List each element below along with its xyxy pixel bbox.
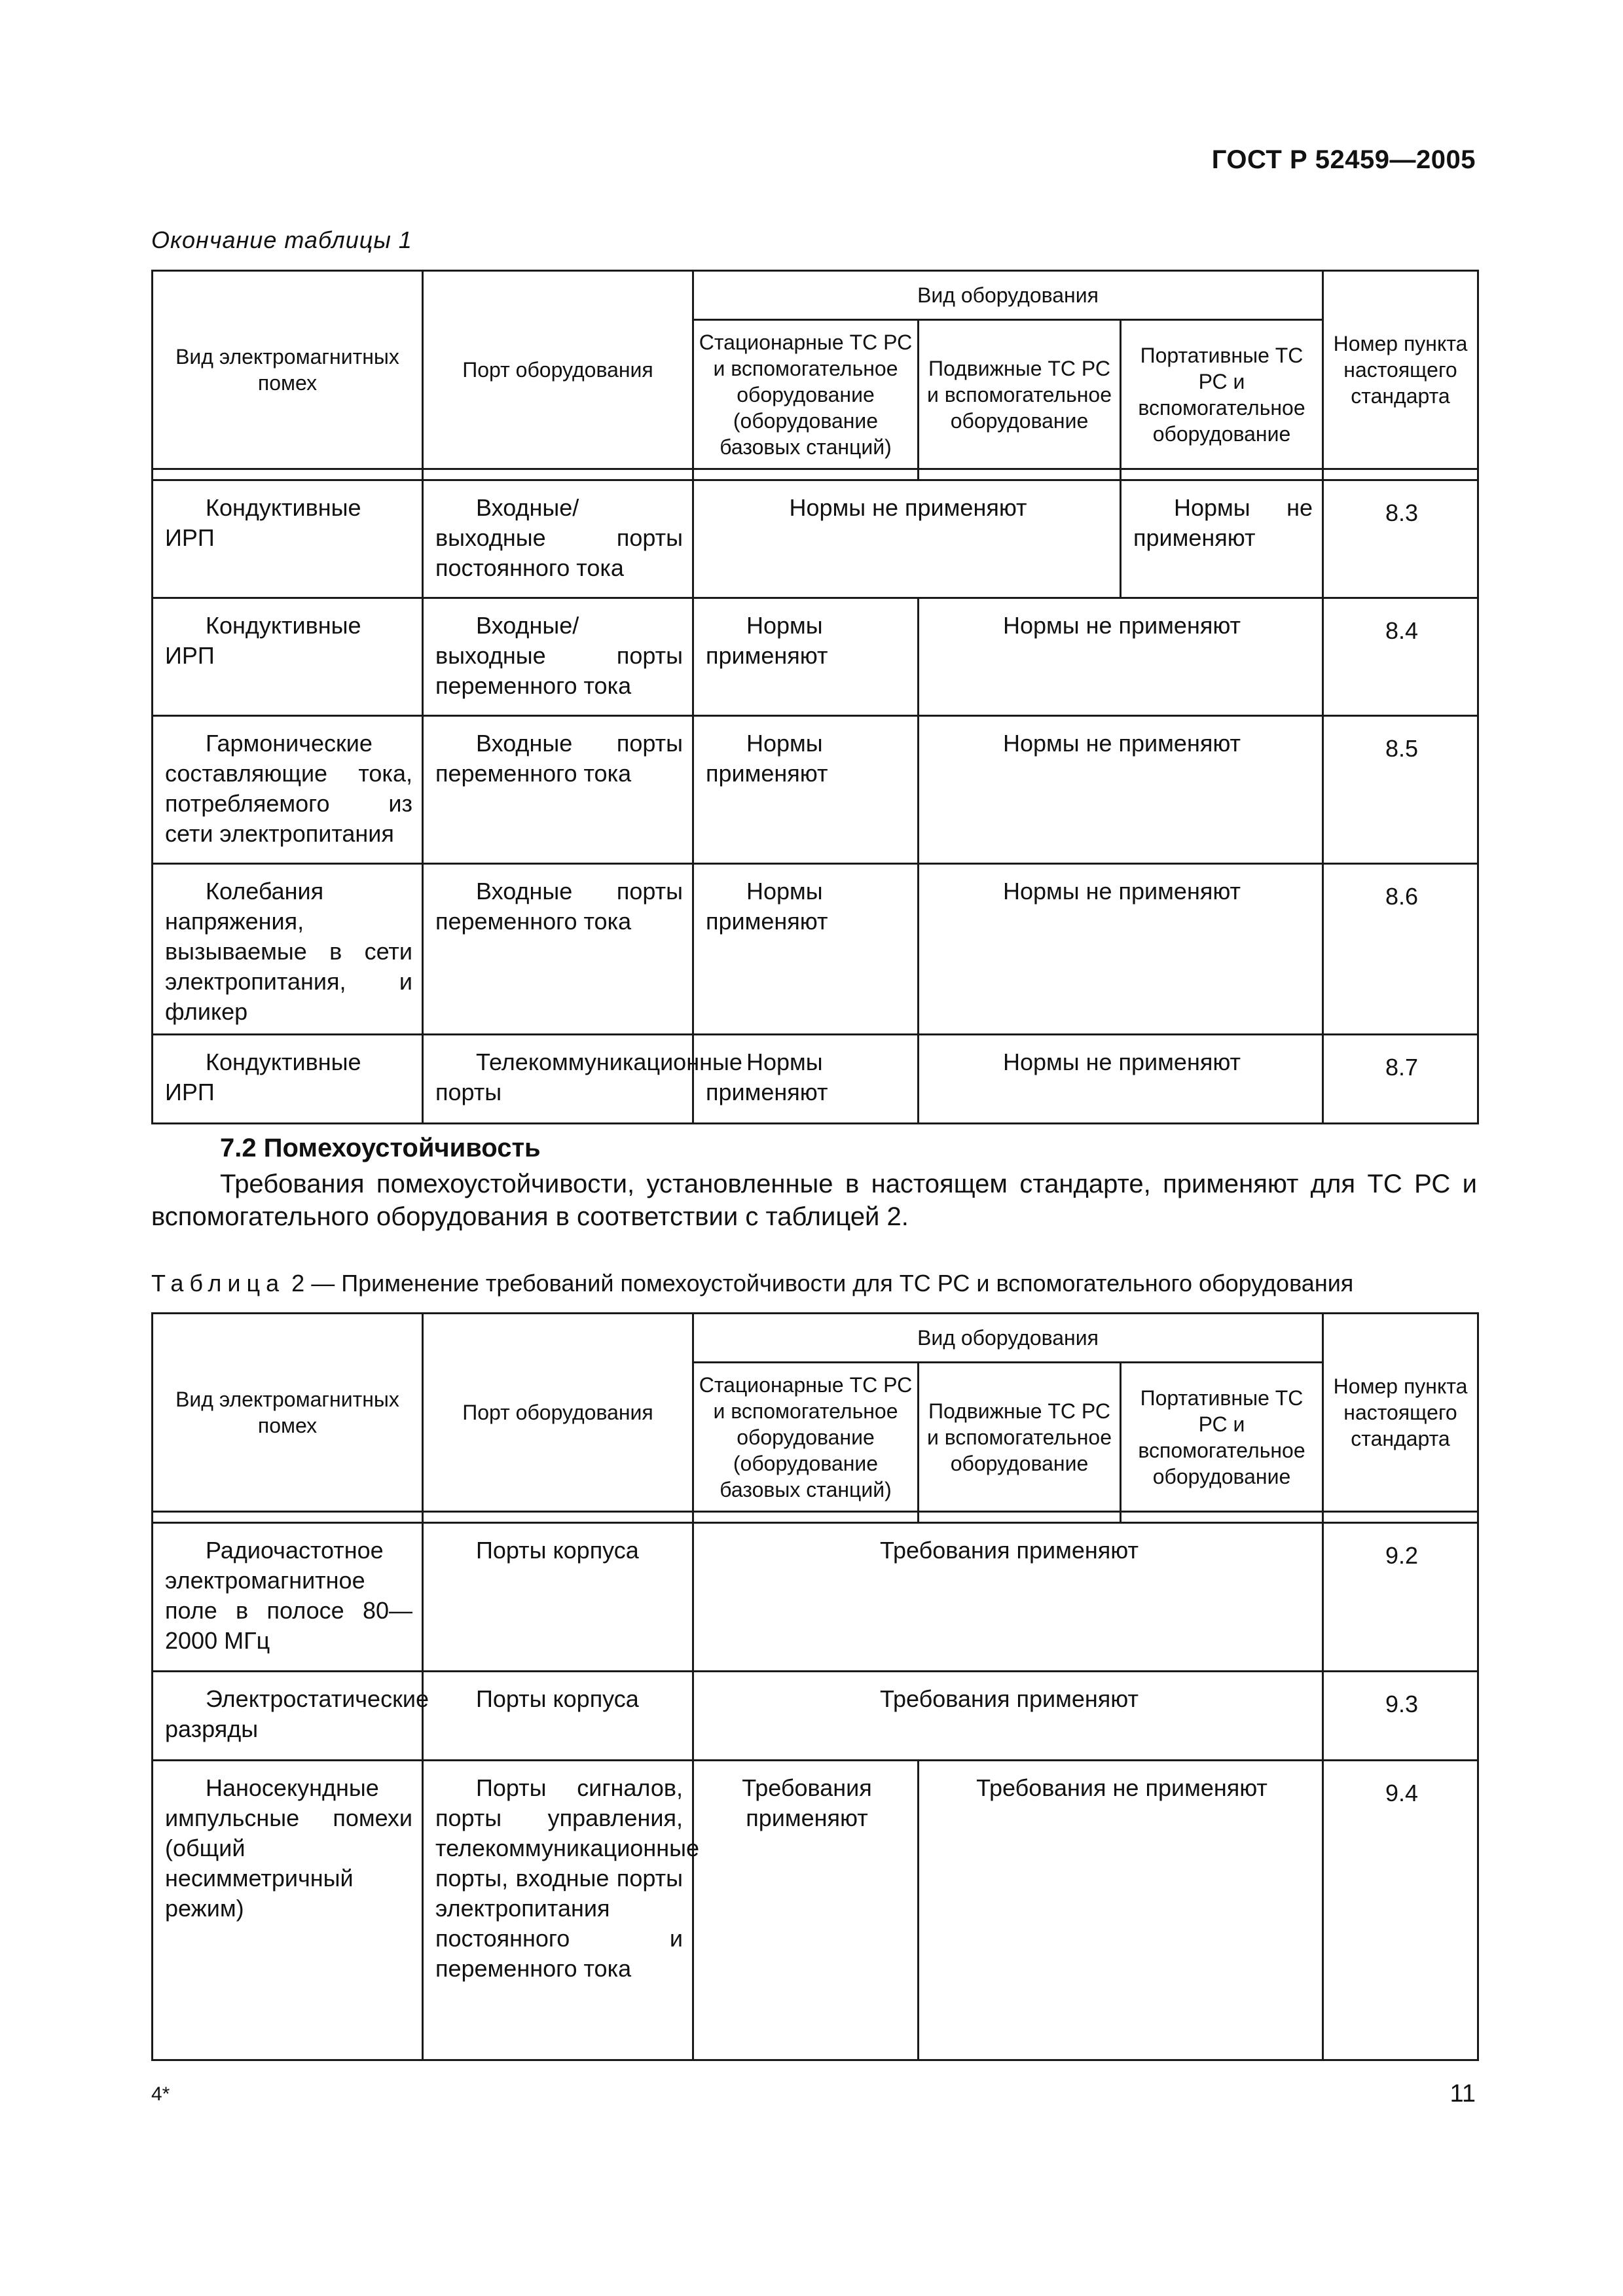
table-row <box>153 598 1478 716</box>
table-2 <box>151 1312 1479 2061</box>
cell-clause: 8.6 <box>1323 864 1478 1035</box>
cell-port: Порты корпуса <box>423 1672 693 1761</box>
cell-stationary: Нормы применяют <box>693 1035 919 1124</box>
header-emi-type: Вид электромагнитных помех <box>153 271 423 469</box>
cell-merged-norms: Нормы не применяют <box>919 598 1323 716</box>
paragraph-line: вспомогательного оборудования в соответствии с таблицей 2. <box>151 1202 909 1231</box>
cell-clause: 8.3 <box>1323 480 1478 598</box>
header-mobile: Подвижные ТС РС и вспомогательное оборудование <box>919 320 1121 469</box>
section-title: 7.2 Помехоустойчивость <box>220 1134 541 1162</box>
cell-emi: Колебания напряжения, вызываемые в сети электропитания, и фликер <box>153 864 423 1035</box>
cell-merged-norms: Нормы не применяют <box>919 1035 1323 1124</box>
cell-clause: 9.2 <box>1323 1523 1478 1672</box>
table-row <box>153 1035 1478 1124</box>
cell-clause: 8.7 <box>1323 1035 1478 1124</box>
sheet-mark: 4* <box>151 2083 170 2105</box>
table-header-row <box>153 1314 1478 1363</box>
header-portable: Портативные ТС РС и вспомогательное оборудование <box>1121 1363 1323 1512</box>
cell-merged-requirements: Требования применяют <box>693 1672 1323 1761</box>
document-code: ГОСТ Р 52459—2005 <box>1211 145 1476 174</box>
cell-clause: 9.4 <box>1323 1761 1478 2060</box>
table-1 <box>151 270 1479 1124</box>
header-clause: Номер пункта настоящего стандарта <box>1323 1314 1478 1512</box>
header-port: Порт оборудования <box>423 1314 693 1512</box>
caption-text: 2 — Применение требований помехоустойчивости для ТС РС и вспомогательного оборудования <box>291 1270 1354 1297</box>
cell-merged-norms: Нормы не применяют <box>693 480 1121 598</box>
cell-stationary: Требования применяют <box>693 1761 919 2060</box>
cell-port: Входные/выходные порты переменного тока <box>423 598 693 716</box>
cell-port: Телекоммуникационные порты <box>423 1035 693 1124</box>
cell-merged-requirements: Требования не применяют <box>919 1761 1323 2060</box>
table-row <box>153 864 1478 1035</box>
cell-emi: Кондуктивные ИРП <box>153 480 423 598</box>
cell-emi: Радиочастотное электромагнитное поле в полосе 80—2000 МГц <box>153 1523 423 1672</box>
header-stationary: Стационарные ТС РС и вспомогательное оборудование (оборудование базовых станций) <box>693 320 919 469</box>
header-separator <box>153 1512 1478 1523</box>
cell-emi: Кондуктивные ИРП <box>153 1035 423 1124</box>
cell-emi: Гармонические составляющие тока, потребляемого из сети электропитания <box>153 716 423 864</box>
cell-emi: Кондуктивные ИРП <box>153 598 423 716</box>
header-emi-type: Вид электромагнитных помех <box>153 1314 423 1512</box>
cell-clause: 8.4 <box>1323 598 1478 716</box>
table-header-row <box>153 271 1478 320</box>
cell-stationary: Нормы применяют <box>693 864 919 1035</box>
page-number: 11 <box>1450 2080 1476 2108</box>
header-equipment-group: Вид оборудования <box>693 271 1323 320</box>
header-mobile: Подвижные ТС РС и вспомогательное оборудование <box>919 1363 1121 1512</box>
cell-port: Входные порты переменного тока <box>423 716 693 864</box>
table-row <box>153 1523 1478 1672</box>
table1-caption: Окончание таблицы 1 <box>151 226 412 253</box>
section-paragraph <box>151 1168 1477 1233</box>
cell-port: Входные/выходные порты постоянного тока <box>423 480 693 598</box>
caption-label: Таблица <box>151 1270 285 1297</box>
cell-merged-norms: Нормы не применяют <box>919 716 1323 864</box>
cell-portable: Нормы не применяют <box>1121 480 1323 598</box>
header-portable: Портативные ТС РС и вспомогательное оборудование <box>1121 320 1323 469</box>
header-stationary: Стационарные ТС РС и вспомогательное оборудование (оборудование базовых станций) <box>693 1363 919 1512</box>
table-row <box>153 716 1478 864</box>
cell-clause: 9.3 <box>1323 1672 1478 1761</box>
cell-clause: 8.5 <box>1323 716 1478 864</box>
cell-port: Порты корпуса <box>423 1523 693 1672</box>
cell-merged-norms: Нормы не применяют <box>919 864 1323 1035</box>
cell-emi: Наносекундные импульсные помехи (общий несимметричный режим) <box>153 1761 423 2060</box>
header-clause: Номер пункта настоящего стандарта <box>1323 271 1478 469</box>
table2-caption <box>151 1270 1353 1297</box>
cell-stationary: Нормы применяют <box>693 716 919 864</box>
cell-emi: Электростатические разряды <box>153 1672 423 1761</box>
table-row <box>153 480 1478 598</box>
cell-port: Входные порты переменного тока <box>423 864 693 1035</box>
cell-port: Порты сигналов, порты управления, телекоммуникационные порты, входные порты электропитания постоянного и переменного тока <box>423 1761 693 2060</box>
paragraph-line: Требования помехоустойчивости, установленные в настоящем стандарте, применяют для ТС РС и <box>220 1170 1477 1198</box>
table-row <box>153 1761 1478 2060</box>
header-separator <box>153 469 1478 480</box>
table-row <box>153 1672 1478 1761</box>
header-port: Порт оборудования <box>423 271 693 469</box>
cell-merged-requirements: Требования применяют <box>693 1523 1323 1672</box>
header-equipment-group: Вид оборудования <box>693 1314 1323 1363</box>
cell-stationary: Нормы применяют <box>693 598 919 716</box>
